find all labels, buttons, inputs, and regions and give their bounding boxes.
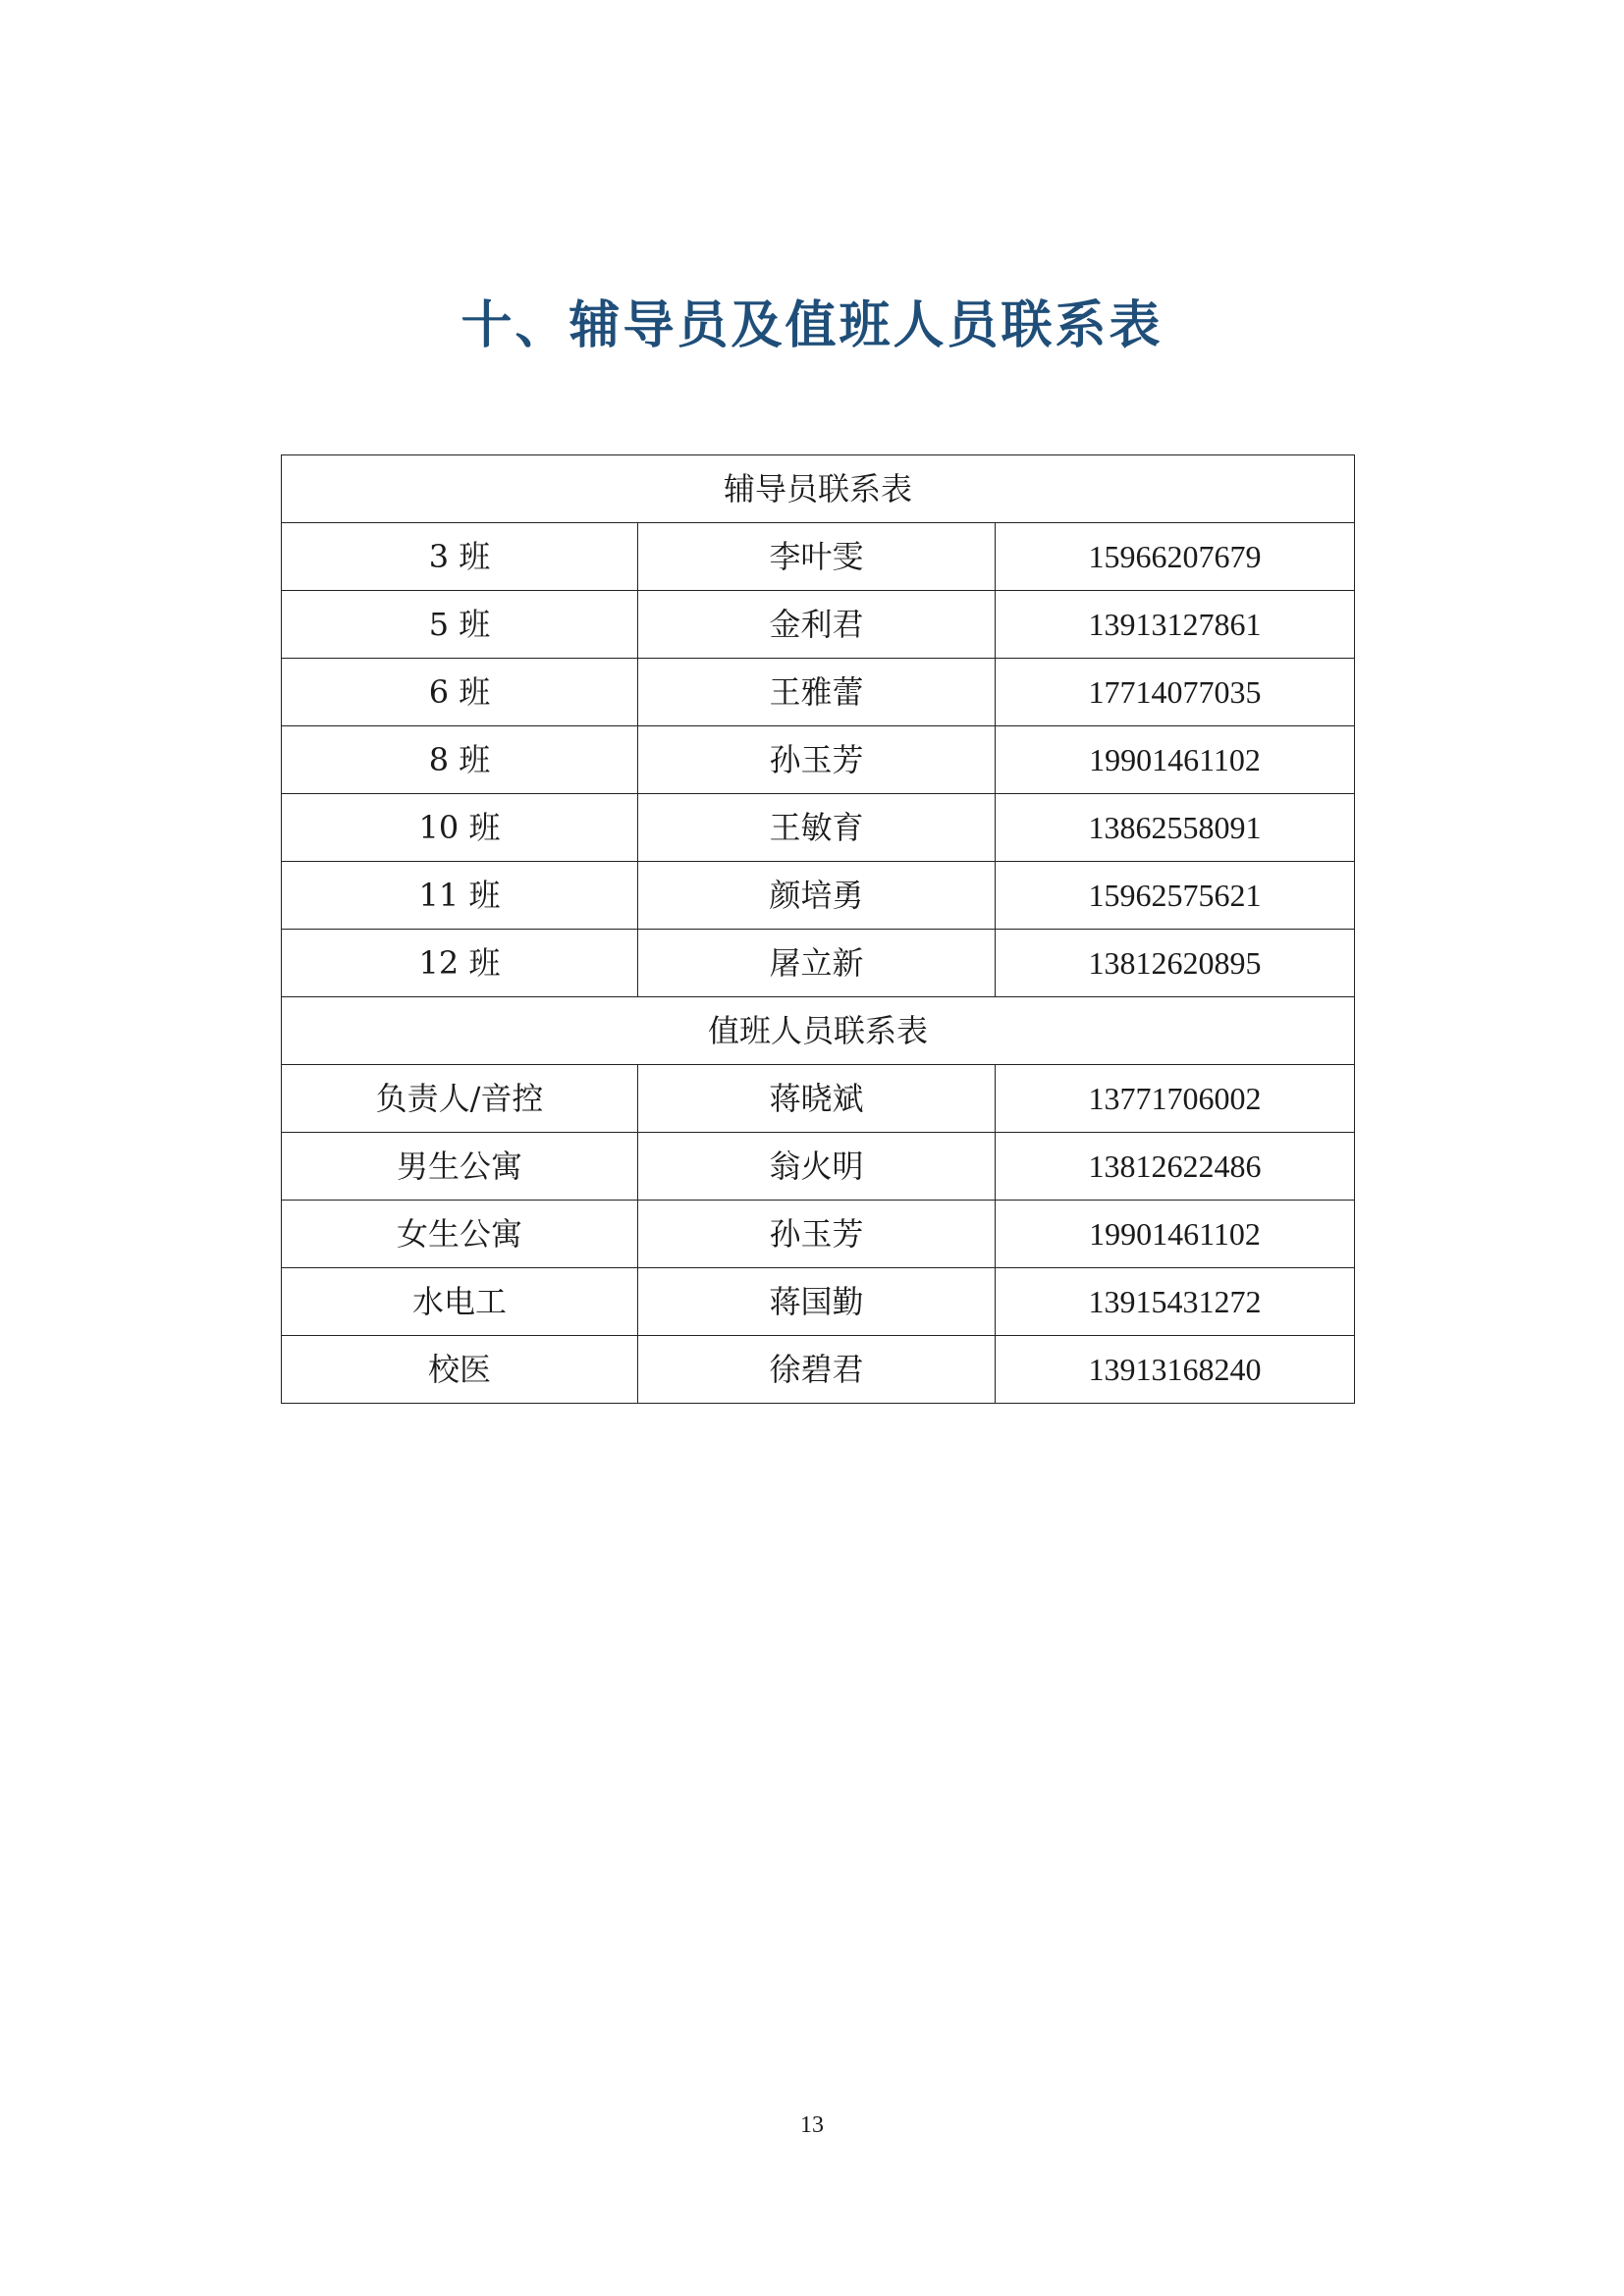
- role-cell: 男生公寓: [282, 1133, 638, 1201]
- section-header-row: [282, 997, 1355, 1065]
- name-cell: 金利君: [638, 591, 996, 659]
- page-title: 十、辅导员及值班人员联系表: [460, 296, 1164, 355]
- name-cell: 蒋国勤: [638, 1268, 996, 1336]
- table-row: [282, 1268, 1355, 1336]
- name-cell: 屠立新: [638, 930, 996, 997]
- phone-cell: 19901461102: [996, 726, 1355, 794]
- phone-cell: 19901461102: [996, 1201, 1355, 1268]
- name-cell: 孙玉芳: [638, 1201, 996, 1268]
- role-cell: 水电工: [282, 1268, 638, 1336]
- class-cell: 3 班: [282, 523, 638, 591]
- phone-cell: 13771706002: [996, 1065, 1355, 1133]
- class-cell: 6 班: [282, 659, 638, 726]
- class-cell: 8 班: [282, 726, 638, 794]
- table-row: [282, 523, 1355, 591]
- class-cell: 10 班: [282, 794, 638, 862]
- phone-cell: 15966207679: [996, 523, 1355, 591]
- phone-cell: 13812622486: [996, 1133, 1355, 1201]
- phone-cell: 15962575621: [996, 862, 1355, 930]
- name-cell: 徐碧君: [638, 1336, 996, 1404]
- name-cell: 蒋晓斌: [638, 1065, 996, 1133]
- class-cell: 5 班: [282, 591, 638, 659]
- name-cell: 王敏育: [638, 794, 996, 862]
- phone-cell: 13812620895: [996, 930, 1355, 997]
- phone-cell: 13862558091: [996, 794, 1355, 862]
- page-number: 13: [800, 2112, 824, 2138]
- class-cell: 12 班: [282, 930, 638, 997]
- phone-cell: 13913168240: [996, 1336, 1355, 1404]
- table-row: [282, 930, 1355, 997]
- name-cell: 孙玉芳: [638, 726, 996, 794]
- role-cell: 校医: [282, 1336, 638, 1404]
- duty-heading: 值班人员联系表: [282, 997, 1355, 1065]
- table-row: [282, 591, 1355, 659]
- table-row: [282, 659, 1355, 726]
- phone-cell: 13913127861: [996, 591, 1355, 659]
- name-cell: 翁火明: [638, 1133, 996, 1201]
- name-cell: 王雅蕾: [638, 659, 996, 726]
- table-row: [282, 726, 1355, 794]
- table-row: [282, 862, 1355, 930]
- table-row: [282, 1336, 1355, 1404]
- role-cell: 负责人/音控: [282, 1065, 638, 1133]
- role-cell: 女生公寓: [282, 1201, 638, 1268]
- table-row: [282, 1201, 1355, 1268]
- table-row: [282, 794, 1355, 862]
- phone-cell: 17714077035: [996, 659, 1355, 726]
- table-row: [282, 1065, 1355, 1133]
- contact-table: [281, 454, 1355, 1404]
- section-header-row: [282, 455, 1355, 523]
- name-cell: 颜培勇: [638, 862, 996, 930]
- name-cell: 李叶雯: [638, 523, 996, 591]
- counselors-heading: 辅导员联系表: [282, 455, 1355, 523]
- table-row: [282, 1133, 1355, 1201]
- phone-cell: 13915431272: [996, 1268, 1355, 1336]
- class-cell: 11 班: [282, 862, 638, 930]
